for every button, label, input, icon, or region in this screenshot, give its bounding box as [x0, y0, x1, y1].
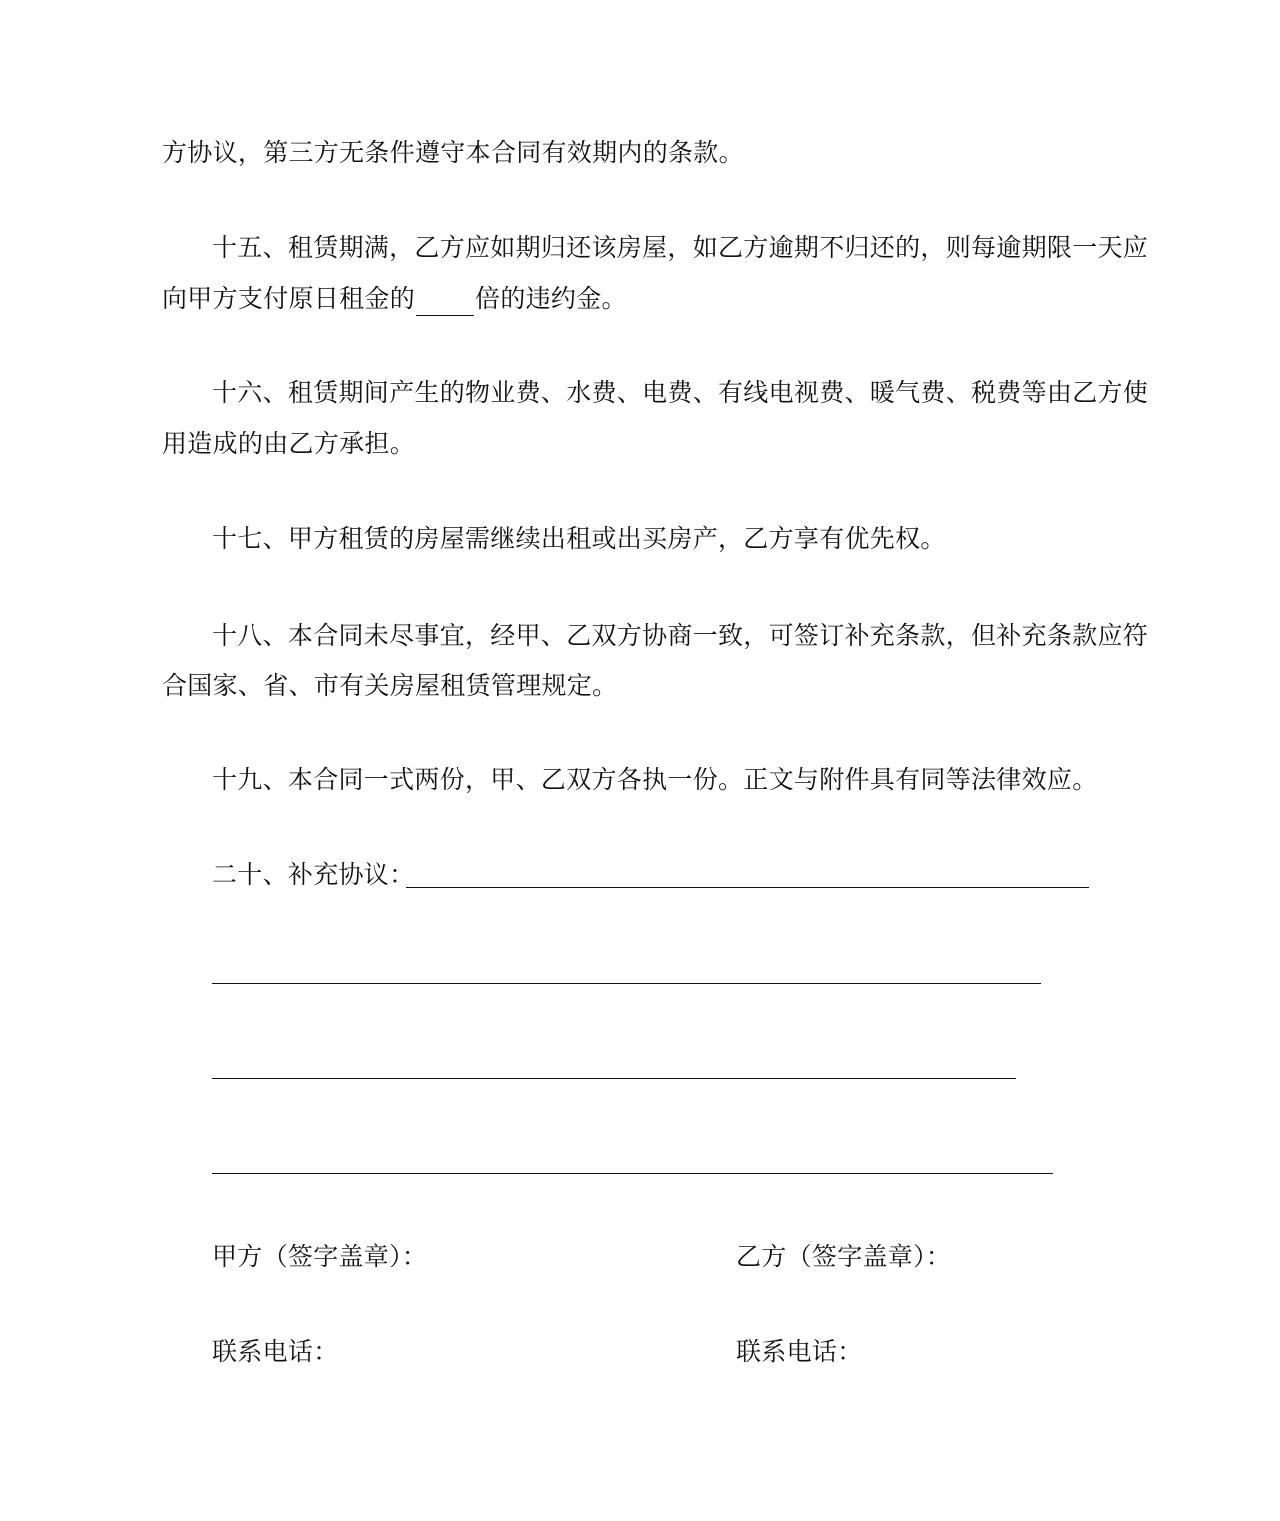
- penalty-multiplier-blank: [416, 289, 474, 316]
- clause-15-text-after-blank: 倍的违约金。: [475, 284, 627, 313]
- clause-16-line-2: 用造成的由乙方承担。: [162, 429, 416, 458]
- supplementary-blank-line-3: [212, 1078, 1016, 1079]
- clause-20-label: 二十、补充协议：: [212, 860, 415, 889]
- clause-18-line-2: 合国家、省、市有关房屋租赁管理规定。: [162, 671, 618, 700]
- clause-14-tail: 方协议，第三方无条件遵守本合同有效期内的条款。: [162, 138, 744, 167]
- party-b-signature-label: 乙方（签字盖章）：: [736, 1242, 952, 1271]
- clause-15-text-before-blank: 向甲方支付原日租金的: [162, 284, 416, 313]
- clause-18-line-1: 十八、本合同未尽事宜，经甲、乙双方协商一致，可签订补充条款，但补充条款应符: [212, 621, 1149, 650]
- supplementary-blank-line-2: [212, 983, 1041, 984]
- clause-16-line-1: 十六、租赁期间产生的物业费、水费、电费、有线电视费、暖气费、税费等由乙方使: [212, 378, 1149, 407]
- clause-17: 十七、甲方租赁的房屋需继续出租或出买房产，乙方享有优先权。: [212, 524, 946, 553]
- clause-15-line-1: 十五、租赁期满，乙方应如期归还该房屋，如乙方逾期不归还的，则每逾期限一天应: [212, 233, 1149, 262]
- party-a-phone-label: 联系电话：: [212, 1337, 339, 1366]
- supplementary-blank-line-4: [212, 1173, 1053, 1174]
- clause-15-line-2: [162, 282, 627, 316]
- party-a-signature-label: 甲方（签字盖章）：: [212, 1242, 428, 1271]
- supplementary-blank-line-1: [406, 887, 1089, 888]
- party-b-phone-label: 联系电话：: [736, 1337, 863, 1366]
- clause-19: 十九、本合同一式两份，甲、乙双方各执一份。正文与附件具有同等法律效应。: [212, 765, 1098, 794]
